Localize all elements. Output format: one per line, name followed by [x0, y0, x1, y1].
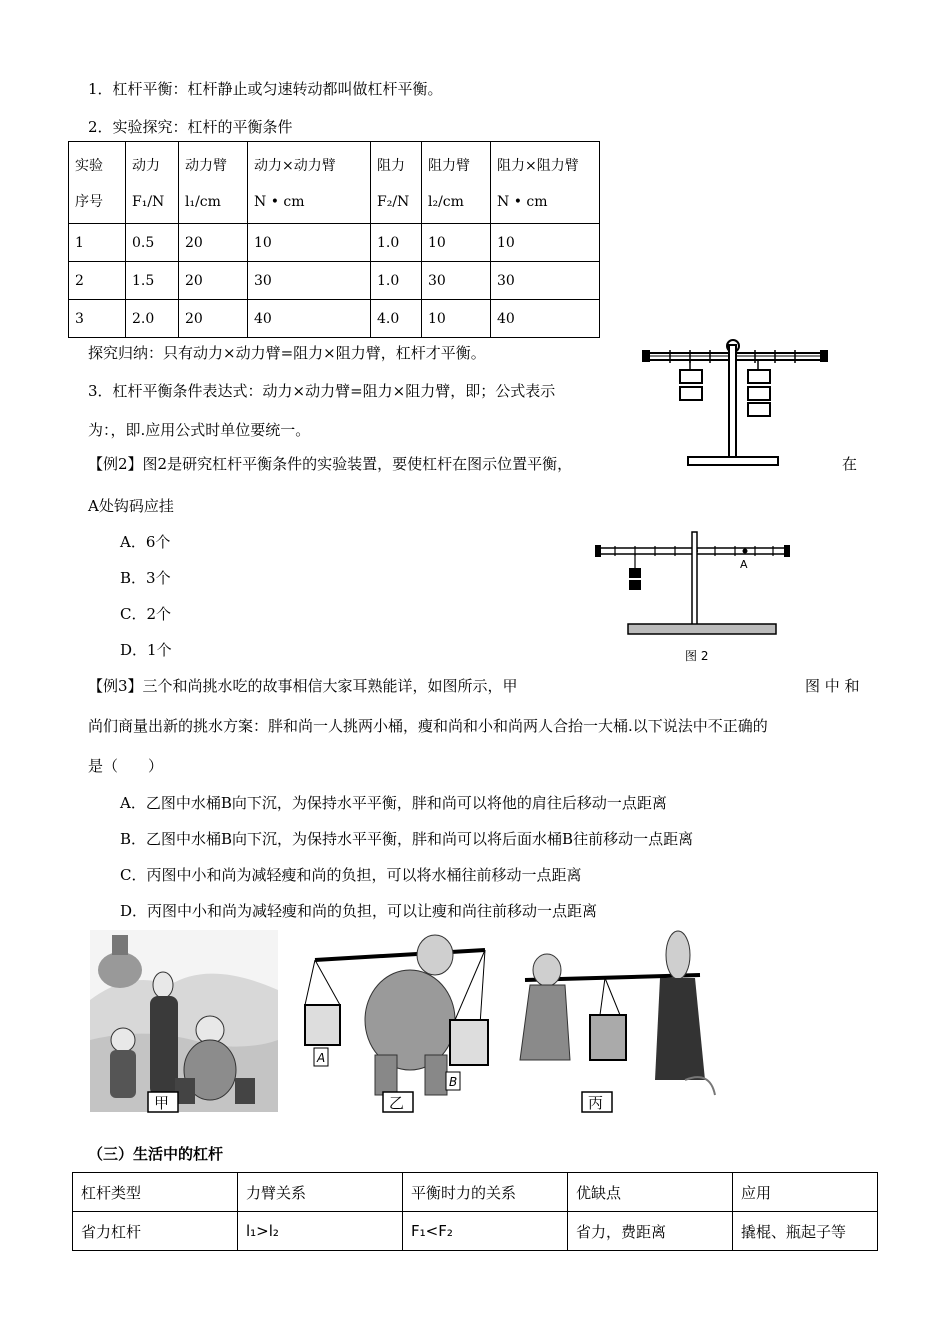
formula-line-2: 为：，即.应用公式时单位要统一。 — [88, 421, 311, 439]
table-cell: 3 — [69, 300, 126, 338]
example2-option-b: B．3个 — [120, 569, 171, 587]
table-cell: 20 — [179, 300, 248, 338]
caption-jia: 甲 — [154, 1094, 170, 1112]
table-cell: 30 — [248, 262, 371, 300]
header-cell — [126, 142, 179, 224]
example3-option-c: C．丙图中小和尚为减轻瘦和尚的负担，可以将水桶往前移动一点距离 — [120, 866, 582, 884]
header-text: 实验 — [75, 158, 103, 174]
section-title: （三）生活中的杠杆 — [88, 1145, 224, 1163]
example2-option-c: C．2个 — [120, 605, 172, 623]
header-text: 阻力×阻力臂 — [497, 158, 579, 174]
table-cell: 10 — [491, 224, 600, 262]
table-cell: 30 — [491, 262, 600, 300]
example2-option-a: A．6个 — [120, 533, 171, 551]
table-row — [69, 262, 600, 300]
header-text: 序号 — [75, 194, 103, 210]
header-text: F₂/N — [377, 194, 410, 210]
panel-bing — [520, 931, 715, 1095]
header-cell — [248, 142, 371, 224]
bucket-b-label: B — [449, 1075, 458, 1089]
table-cell: 20 — [179, 224, 248, 262]
header-text: l₂/cm — [428, 194, 464, 210]
header-text: 动力×动力臂 — [254, 158, 336, 174]
header-cell: 杠杆类型 — [73, 1173, 238, 1212]
header-text: N • cm — [254, 194, 305, 210]
header-text: l₁/cm — [185, 194, 221, 210]
intro-line-2: 2．实验探究：杠杆的平衡条件 — [88, 118, 293, 136]
example3-option-d: D．丙图中小和尚为减轻瘦和尚的负担，可以让瘦和尚往前移动一点距离 — [120, 902, 598, 920]
intro-line-1: 1．杠杆平衡：杠杆静止或匀速转动都叫做杠杆平衡。 — [88, 80, 443, 98]
figure-2-caption: 图 2 — [685, 649, 709, 663]
header-text: 阻力 — [377, 158, 405, 174]
header-cell: 平衡时力的关系 — [403, 1173, 568, 1212]
caption-bing: 丙 — [588, 1094, 604, 1112]
table-cell: 4.0 — [371, 300, 422, 338]
header-cell: 优缺点 — [568, 1173, 733, 1212]
header-cell — [179, 142, 248, 224]
example2-option-d: D．1个 — [120, 641, 172, 659]
table-cell: 1.0 — [371, 262, 422, 300]
table-row — [69, 224, 600, 262]
example3-stem: 【例3】三个和尚挑水吃的故事相信大家耳熟能详，如图所示，甲 — [88, 677, 518, 695]
panel-jia — [90, 930, 278, 1118]
example2-stem-cont: A处钩码应挂 — [88, 497, 174, 515]
table-cell: F₁<F₂ — [403, 1212, 568, 1251]
header-text: 阻力臂 — [428, 158, 470, 174]
header-cell — [422, 142, 491, 224]
three-monks-illustration — [90, 930, 735, 1118]
table-cell: 2.0 — [126, 300, 179, 338]
header-text: 动力臂 — [185, 158, 227, 174]
example3-option-a: A．乙图中水桶B向下沉，为保持水平平衡，胖和尚可以将他的肩往后移动一点距离 — [120, 794, 667, 812]
header-text: N • cm — [497, 194, 548, 210]
table-cell: 2 — [69, 262, 126, 300]
panel-yi — [305, 935, 488, 1095]
table-row — [69, 300, 600, 338]
example3-stem-tail: 图 中 和 — [805, 677, 860, 695]
caption-yi: 乙 — [389, 1094, 405, 1112]
table-cell: 1 — [69, 224, 126, 262]
summary-text: 探究归纳：只有动力×动力臂=阻力×阻力臂，杠杆才平衡。 — [88, 344, 486, 362]
table-cell: 1.0 — [371, 224, 422, 262]
header-cell: 应用 — [733, 1173, 878, 1212]
example3-stem-cont: 尚们商量出新的挑水方案：胖和尚一人挑两小桶，瘦和尚和小和尚两人合抬一大桶.以下说法中不正确的 — [88, 717, 768, 735]
header-cell — [371, 142, 422, 224]
header-cell: 力臂关系 — [238, 1173, 403, 1212]
table-cell: 20 — [179, 262, 248, 300]
table-cell: 10 — [422, 224, 491, 262]
figure-2 — [590, 528, 800, 668]
table-header-row — [69, 142, 600, 224]
table-cell: 省力，费距离 — [568, 1212, 733, 1251]
table-cell: 1.5 — [126, 262, 179, 300]
table-cell: l₁>l₂ — [238, 1212, 403, 1251]
example3-stem-end: 是（ ） — [88, 757, 164, 775]
point-a-label: A — [740, 558, 748, 571]
example3-option-b: B．乙图中水桶B向下沉，为保持水平平衡，胖和尚可以将后面水桶B往前移动一点距离 — [120, 830, 694, 848]
formula-line-1: 3．杠杆平衡条件表达式：动力×动力臂=阻力×阻力臂，即；公式表示 — [88, 382, 556, 400]
lever-types-table — [72, 1172, 878, 1251]
table-cell: 10 — [422, 300, 491, 338]
table-cell: 10 — [248, 224, 371, 262]
table-cell: 省力杠杆 — [73, 1212, 238, 1251]
table-cell: 40 — [491, 300, 600, 338]
table-cell: 0.5 — [126, 224, 179, 262]
example2-stem: 【例2】图2是研究杠杆平衡条件的实验装置，要使杠杆在图示位置平衡， — [88, 455, 573, 473]
experiment-table — [68, 141, 600, 338]
table-cell: 撬棍、瓶起子等 — [733, 1212, 878, 1251]
example2-stem-tail: 在 — [842, 455, 858, 473]
header-text: 动力 — [132, 158, 160, 174]
header-text: F₁/N — [132, 194, 165, 210]
header-cell — [491, 142, 600, 224]
table-cell: 40 — [248, 300, 371, 338]
bucket-a-label: A — [317, 1051, 326, 1065]
header-cell — [69, 142, 126, 224]
lever-apparatus-figure — [640, 333, 830, 473]
table-cell: 30 — [422, 262, 491, 300]
table-header-row — [73, 1173, 878, 1212]
table-row — [73, 1212, 878, 1251]
